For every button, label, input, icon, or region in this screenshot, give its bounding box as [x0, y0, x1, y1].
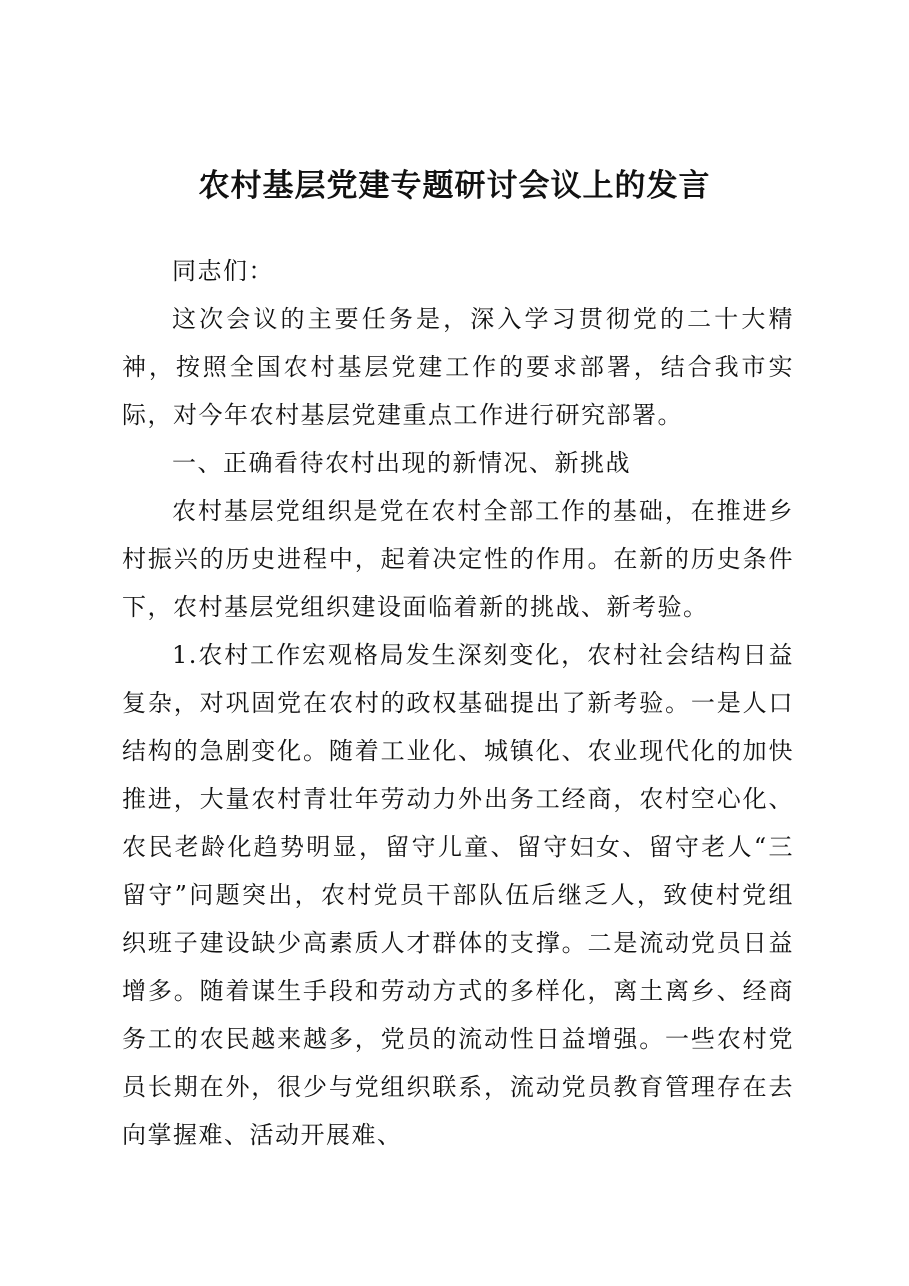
item-1-paragraph: 1.农村工作宏观格局发生深刻变化，农村社会结构日益复杂，对巩固党在农村的政权基础提出了新考验。一是人口结构的急剧变化。随着工业化、城镇化、农业现代化的加快推进，大量农村青壮年劳动力外出务工经商，农村空心化、农民老龄化趋势明显，留守儿童、留守妇女、留守老人“三留守”问题突出，农村党员干部队伍后继乏人，致使村党组织班子建设缺少高素质人才群体的支撑。二是流动党员日益增多。随着谋生手段和劳动方式的多样化，离土离乡、经商务工的农民越来越多，党员的流动性日益增强。一些农村党员长期在外，很少与党组织联系，流动党员教育管理存在去向掌握难、活动开展难、	[122, 641, 794, 1149]
greeting-paragraph: 同志们：	[172, 257, 274, 285]
document-title: 农村基层党建专题研讨会议上的发言	[198, 168, 711, 204]
section-heading-1: 一、正确看待农村出现的新情况、新挑战	[172, 449, 631, 477]
intro-paragraph: 这次会议的主要任务是，深入学习贯彻党的二十大精神，按照全国农村基层党建工作的要求部署，结合我市实际，对今年农村基层党建重点工作进行研究部署。	[122, 305, 794, 429]
section-1-paragraph: 农村基层党组织是党在农村全部工作的基础，在推进乡村振兴的历史进程中，起着决定性的作用。在新的历史条件下，农村基层党组织建设面临着新的挑战、新考验。	[122, 497, 794, 621]
